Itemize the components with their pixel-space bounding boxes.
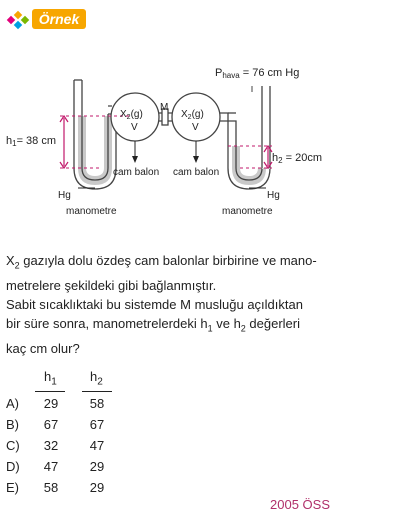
left-balloon-caption: cam balon (113, 167, 160, 178)
source-citation: 2005 ÖSS (270, 497, 330, 512)
column-header-h2: $h_2$ (90, 369, 103, 388)
option-row[interactable]: C) 32 47 (6, 438, 105, 453)
column-header-h1: $h_1$ (44, 369, 57, 388)
left-volume-label: V (131, 122, 138, 133)
h1-label: h1= 38 cm (6, 135, 57, 148)
right-manometer-mercury (232, 146, 266, 185)
right-hg-label: Hg (267, 190, 280, 201)
header-underline-h1 (35, 391, 65, 392)
question-body: Sabit sıcaklıktaki bu sistemde M musluğu açıldıktan bir süre sonra, manometrelerdeki $h_1$ ve $h_2$ değerleri kaç cm olur? (6, 297, 303, 356)
option-row[interactable]: B) 67 67 (6, 417, 105, 432)
right-volume-label: V (192, 122, 199, 133)
left-hg-label: Hg (58, 190, 71, 201)
valve-m-label: M (160, 102, 169, 113)
diamond-dots-icon (6, 10, 30, 30)
example-label: Örnek (32, 9, 86, 29)
option-row[interactable]: A) 29 58 (6, 396, 105, 411)
right-gas-label: $X_2(g)$ (181, 109, 204, 121)
left-gas-label: $X_2(g)$ (120, 109, 143, 121)
right-balloon-caption: cam balon (173, 167, 220, 178)
right-manometer-caption: manometre (222, 206, 273, 217)
option-row[interactable]: D) 47 29 (6, 459, 105, 474)
p-hava-label: Phava = 76 cm Hg (215, 67, 300, 80)
header-underline-h2 (82, 391, 112, 392)
example-badge (6, 6, 90, 32)
h2-label: h2 = 20cm (272, 152, 323, 165)
option-row[interactable]: E) 58 29 (6, 480, 105, 495)
apparatus-diagram (0, 40, 403, 230)
question-intro: $X_2$ gazıyla dolu özdeş cam balonlar birbirine ve mano- metrelere şekildeki gibi bağlanmıştır. (6, 253, 317, 293)
left-manometer-caption: manometre (66, 206, 117, 217)
